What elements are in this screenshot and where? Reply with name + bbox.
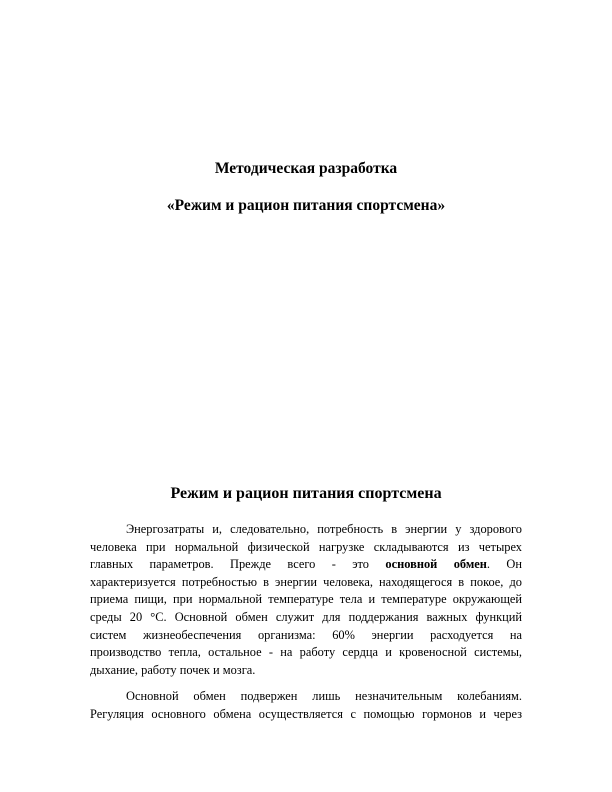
text-line: дыхание, работу почек и мозга. [90,662,256,677]
bold-term: основной обмен [385,557,487,572]
text-line: Регуляция основного обмена осуществляется с помощью гормонов и через [90,706,522,721]
document-title: Методическая разработка [214,160,398,177]
section-heading: Режим и рацион питания спортсмена [170,485,442,502]
text-line: систем жизнеобеспечения организма: 60% энергии расходуется на [90,627,522,642]
text-line: приема пищи, при нормальной температуре тела и температуре окружающей [90,592,522,607]
text-span: главных параметров. Прежде всего - это [90,557,386,572]
paragraph [90,521,522,679]
text-line: Энергозатраты и, следовательно, потребность в энергии у здорового [126,522,522,536]
text-line: характеризуется потребностью в энергии человека, находящегося в покое, до [90,574,522,589]
text-line: человека при нормальной физической нагрузке складываются из четырех [90,539,522,554]
text-span: . Он [486,557,522,572]
text-line: производство тепла, остальное - на работу сердца и кровеносной системы, [90,645,522,660]
text-line: Основной обмен подвержен лишь незначительным колебаниям. [126,689,522,703]
paragraph [90,688,522,723]
text-line: среды 20 °С. Основной обмен служит для поддержания важных функций [90,609,522,624]
document-subtitle: «Режим и рацион питания спортсмена» [166,197,446,214]
text-line [90,556,522,574]
